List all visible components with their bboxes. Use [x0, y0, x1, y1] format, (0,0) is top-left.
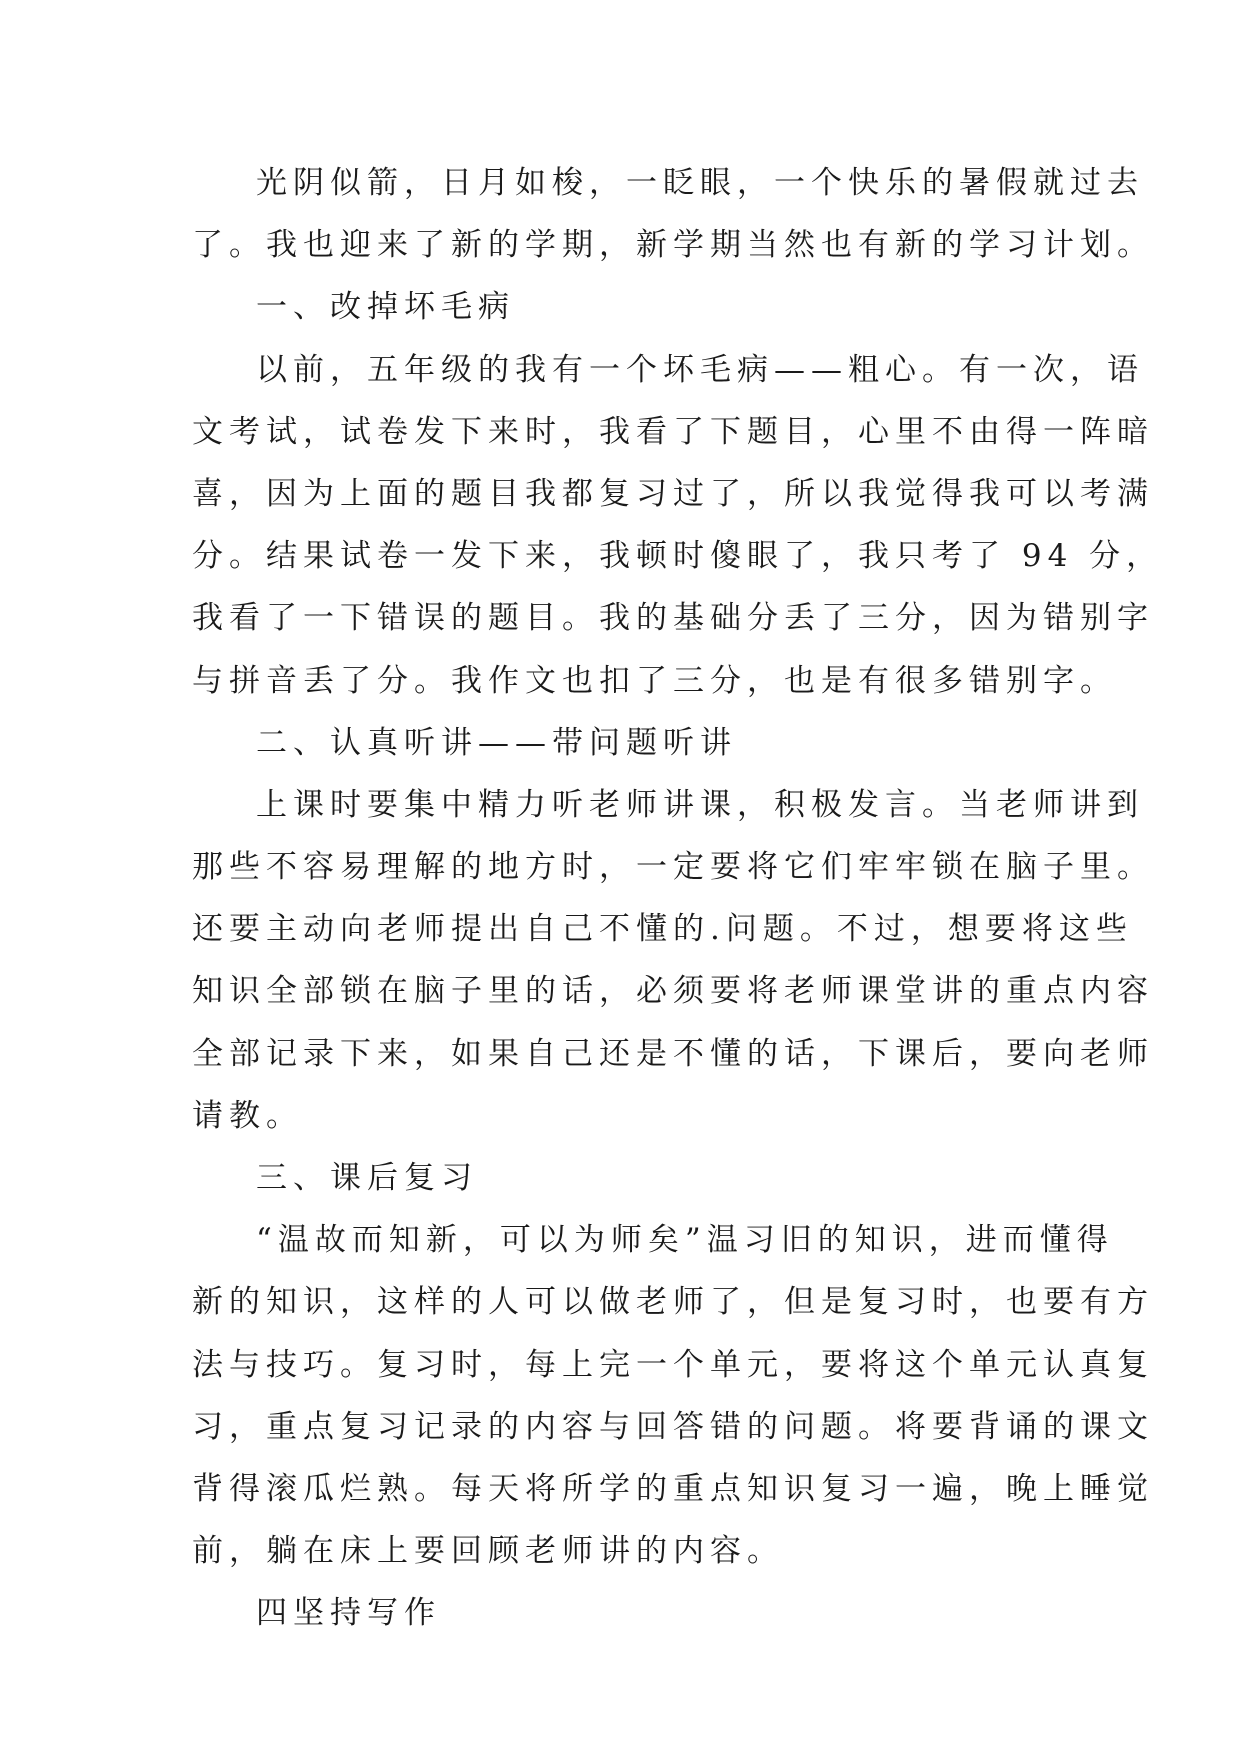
text-line: 习，重点复习记录的内容与回答错的问题。将要背诵的课文	[192, 1408, 1154, 1445]
text-line: 四坚持写作	[256, 1595, 441, 1632]
text-line: “温故而知新，可以为师矣”温习旧的知识，进而懂得	[256, 1222, 1114, 1259]
text-line: 光阴似箭，日月如梭，一眨眼，一个快乐的暑假就过去	[256, 165, 1144, 201]
text-line: 喜，因为上面的题目我都复习过了，所以我觉得我可以考满	[192, 475, 1154, 512]
text-line: 全部记录下来，如果自己还是不懂的话，下课后，要向老师	[192, 1035, 1154, 1072]
text-line: 知识全部锁在脑子里的话，必须要将老师课堂讲的重点内容	[192, 973, 1154, 1010]
text-line: 以前，五年级的我有一个坏毛病——粗心。有一次，语	[256, 351, 1144, 388]
text-line: 请教。	[192, 1097, 303, 1134]
document-page	[192, 158, 1164, 1651]
text-line: 一、改掉坏毛病	[256, 289, 515, 326]
text-line: 还要主动向老师提出自己不懂的.问题。不过，想要将这些	[192, 911, 1133, 948]
text-line: 分。结果试卷一发下来，我顿时傻眼了，我只考了 94 分，	[192, 538, 1164, 575]
text-line: 法与技巧。复习时，每上完一个单元，要将这个单元认真复	[192, 1346, 1154, 1383]
text-line: 与拼音丢了分。我作文也扣了三分，也是有很多错别字。	[192, 662, 1117, 699]
text-line: 前，躺在床上要回顾老师讲的内容。	[192, 1533, 784, 1570]
text-line: 上课时要集中精力听老师讲课，积极发言。当老师讲到	[256, 786, 1144, 823]
text-line: 了。我也迎来了新的学期，新学期当然也有新的学习计划。	[192, 227, 1154, 264]
text-line: 那些不容易理解的地方时，一定要将它们牢牢锁在脑子里。	[192, 849, 1154, 886]
text-line: 文考试，试卷发下来时，我看了下题目，心里不由得一阵暗	[192, 413, 1154, 450]
text-line: 新的知识，这样的人可以做老师了，但是复习时，也要有方	[192, 1284, 1154, 1321]
text-line: 三、课后复习	[256, 1160, 478, 1196]
text-line: 二、认真听讲——带问题听讲	[256, 724, 737, 761]
text-line: 我看了一下错误的题目。我的基础分丢了三分，因为错别字	[192, 600, 1154, 637]
text-line: 背得滚瓜烂熟。每天将所学的重点知识复习一遍，晚上睡觉	[192, 1470, 1154, 1507]
